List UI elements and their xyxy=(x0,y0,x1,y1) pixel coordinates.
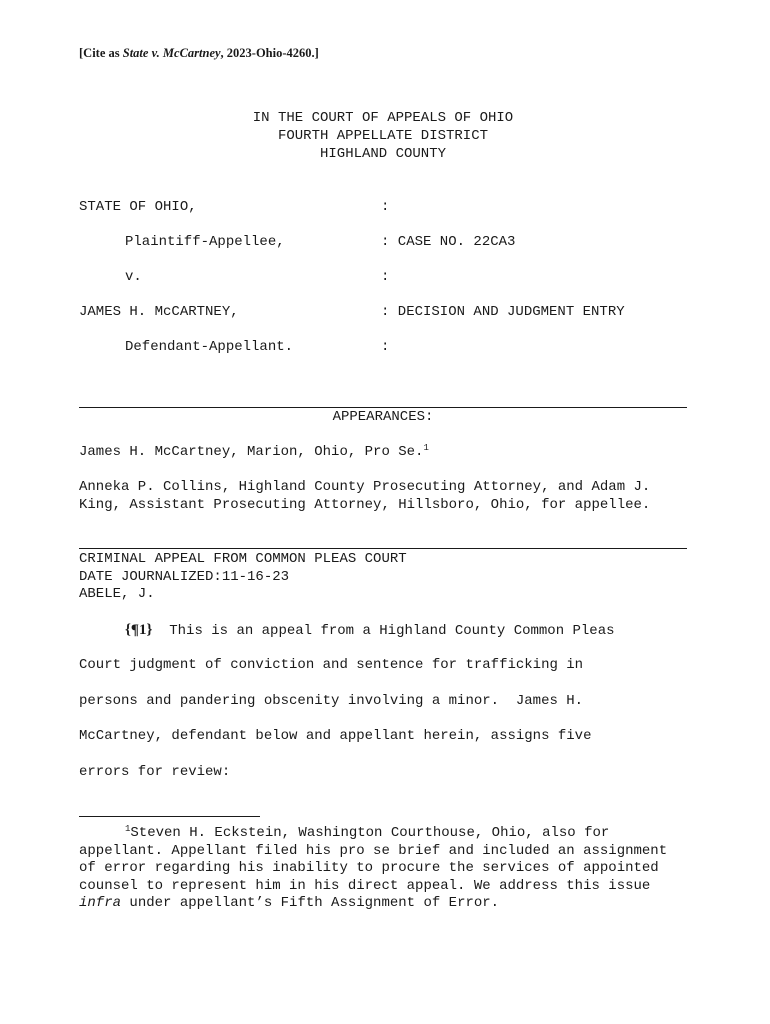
divider xyxy=(79,407,687,408)
plaintiff-role: Plaintiff-Appellee, xyxy=(125,234,285,250)
court-name: IN THE COURT OF APPEALS OF OHIO xyxy=(252,110,514,126)
caption-colon: : xyxy=(381,339,390,355)
divider xyxy=(79,548,687,549)
opinion-paragraph-line: Court judgment of conviction and sentence for trafficking in xyxy=(79,657,584,673)
appellee-appearance: Anneka P. Collins, Highland County Prosecuting Attorney, and Adam J. King, Assistant Prosecuting Attorney, Hillsboro, Ohio, for appellee. xyxy=(79,479,651,513)
court-district: FOURTH APPELLATE DISTRICT xyxy=(277,128,489,144)
defendant-role: Defendant-Appellant. xyxy=(125,339,294,355)
footnote-text: Steven H. Eckstein, Washington Courthouse, Ohio, also for appellant. Appellant filed his pro se brief and included an assignment of error regarding his inability to procure the services of appointed counsel to represent him in his direct appeal. We address this issue xyxy=(79,825,668,894)
appeal-type: CRIMINAL APPEAL FROM COMMON PLEAS COURT xyxy=(79,551,407,567)
case-number: : CASE NO. 22CA3 xyxy=(381,234,516,250)
appellant-text: James H. McCartney, Marion, Ohio, Pro Se. xyxy=(79,444,424,460)
judge: ABELE, J. xyxy=(79,586,155,602)
appearances-heading: APPEARANCES: xyxy=(332,409,434,425)
cite-suffix: , 2023-Ohio-4260.] xyxy=(220,46,319,60)
footnote-italic: infra xyxy=(79,895,122,911)
paragraph-mark: {¶1} xyxy=(125,622,153,638)
citation-header xyxy=(79,46,319,61)
footnote xyxy=(79,825,689,913)
opinion-paragraph-line: persons and pandering obscenity involving a minor. James H. xyxy=(79,693,584,709)
opinion-paragraph-line xyxy=(125,622,615,641)
footnote-ref: 1 xyxy=(423,443,429,453)
court-county: HIGHLAND COUNTY xyxy=(319,146,447,162)
footnote-text-end: under appellant’s Fifth Assignment of Error. xyxy=(121,895,500,911)
opinion-paragraph-line: McCartney, defendant below and appellant herein, assigns five xyxy=(79,728,592,744)
footnote-divider xyxy=(79,816,260,817)
opinion-paragraph-line: errors for review: xyxy=(79,764,231,780)
footnote-number: 1 xyxy=(125,824,131,834)
cite-case-name: State v. McCartney xyxy=(122,46,221,60)
date-journalized: DATE JOURNALIZED:11-16-23 xyxy=(79,569,290,585)
versus: v. xyxy=(125,269,142,285)
paragraph-text: This is an appeal from a Highland County Common Pleas xyxy=(169,623,615,639)
plaintiff-name: STATE OF OHIO, xyxy=(79,199,197,215)
defendant-name: JAMES H. McCARTNEY, xyxy=(79,304,239,320)
caption-colon: : xyxy=(381,199,390,215)
appellant-appearance xyxy=(79,444,429,462)
entry-type: : DECISION AND JUDGMENT ENTRY xyxy=(381,304,625,320)
cite-prefix: [Cite as xyxy=(79,46,123,60)
caption-colon: : xyxy=(381,269,390,285)
